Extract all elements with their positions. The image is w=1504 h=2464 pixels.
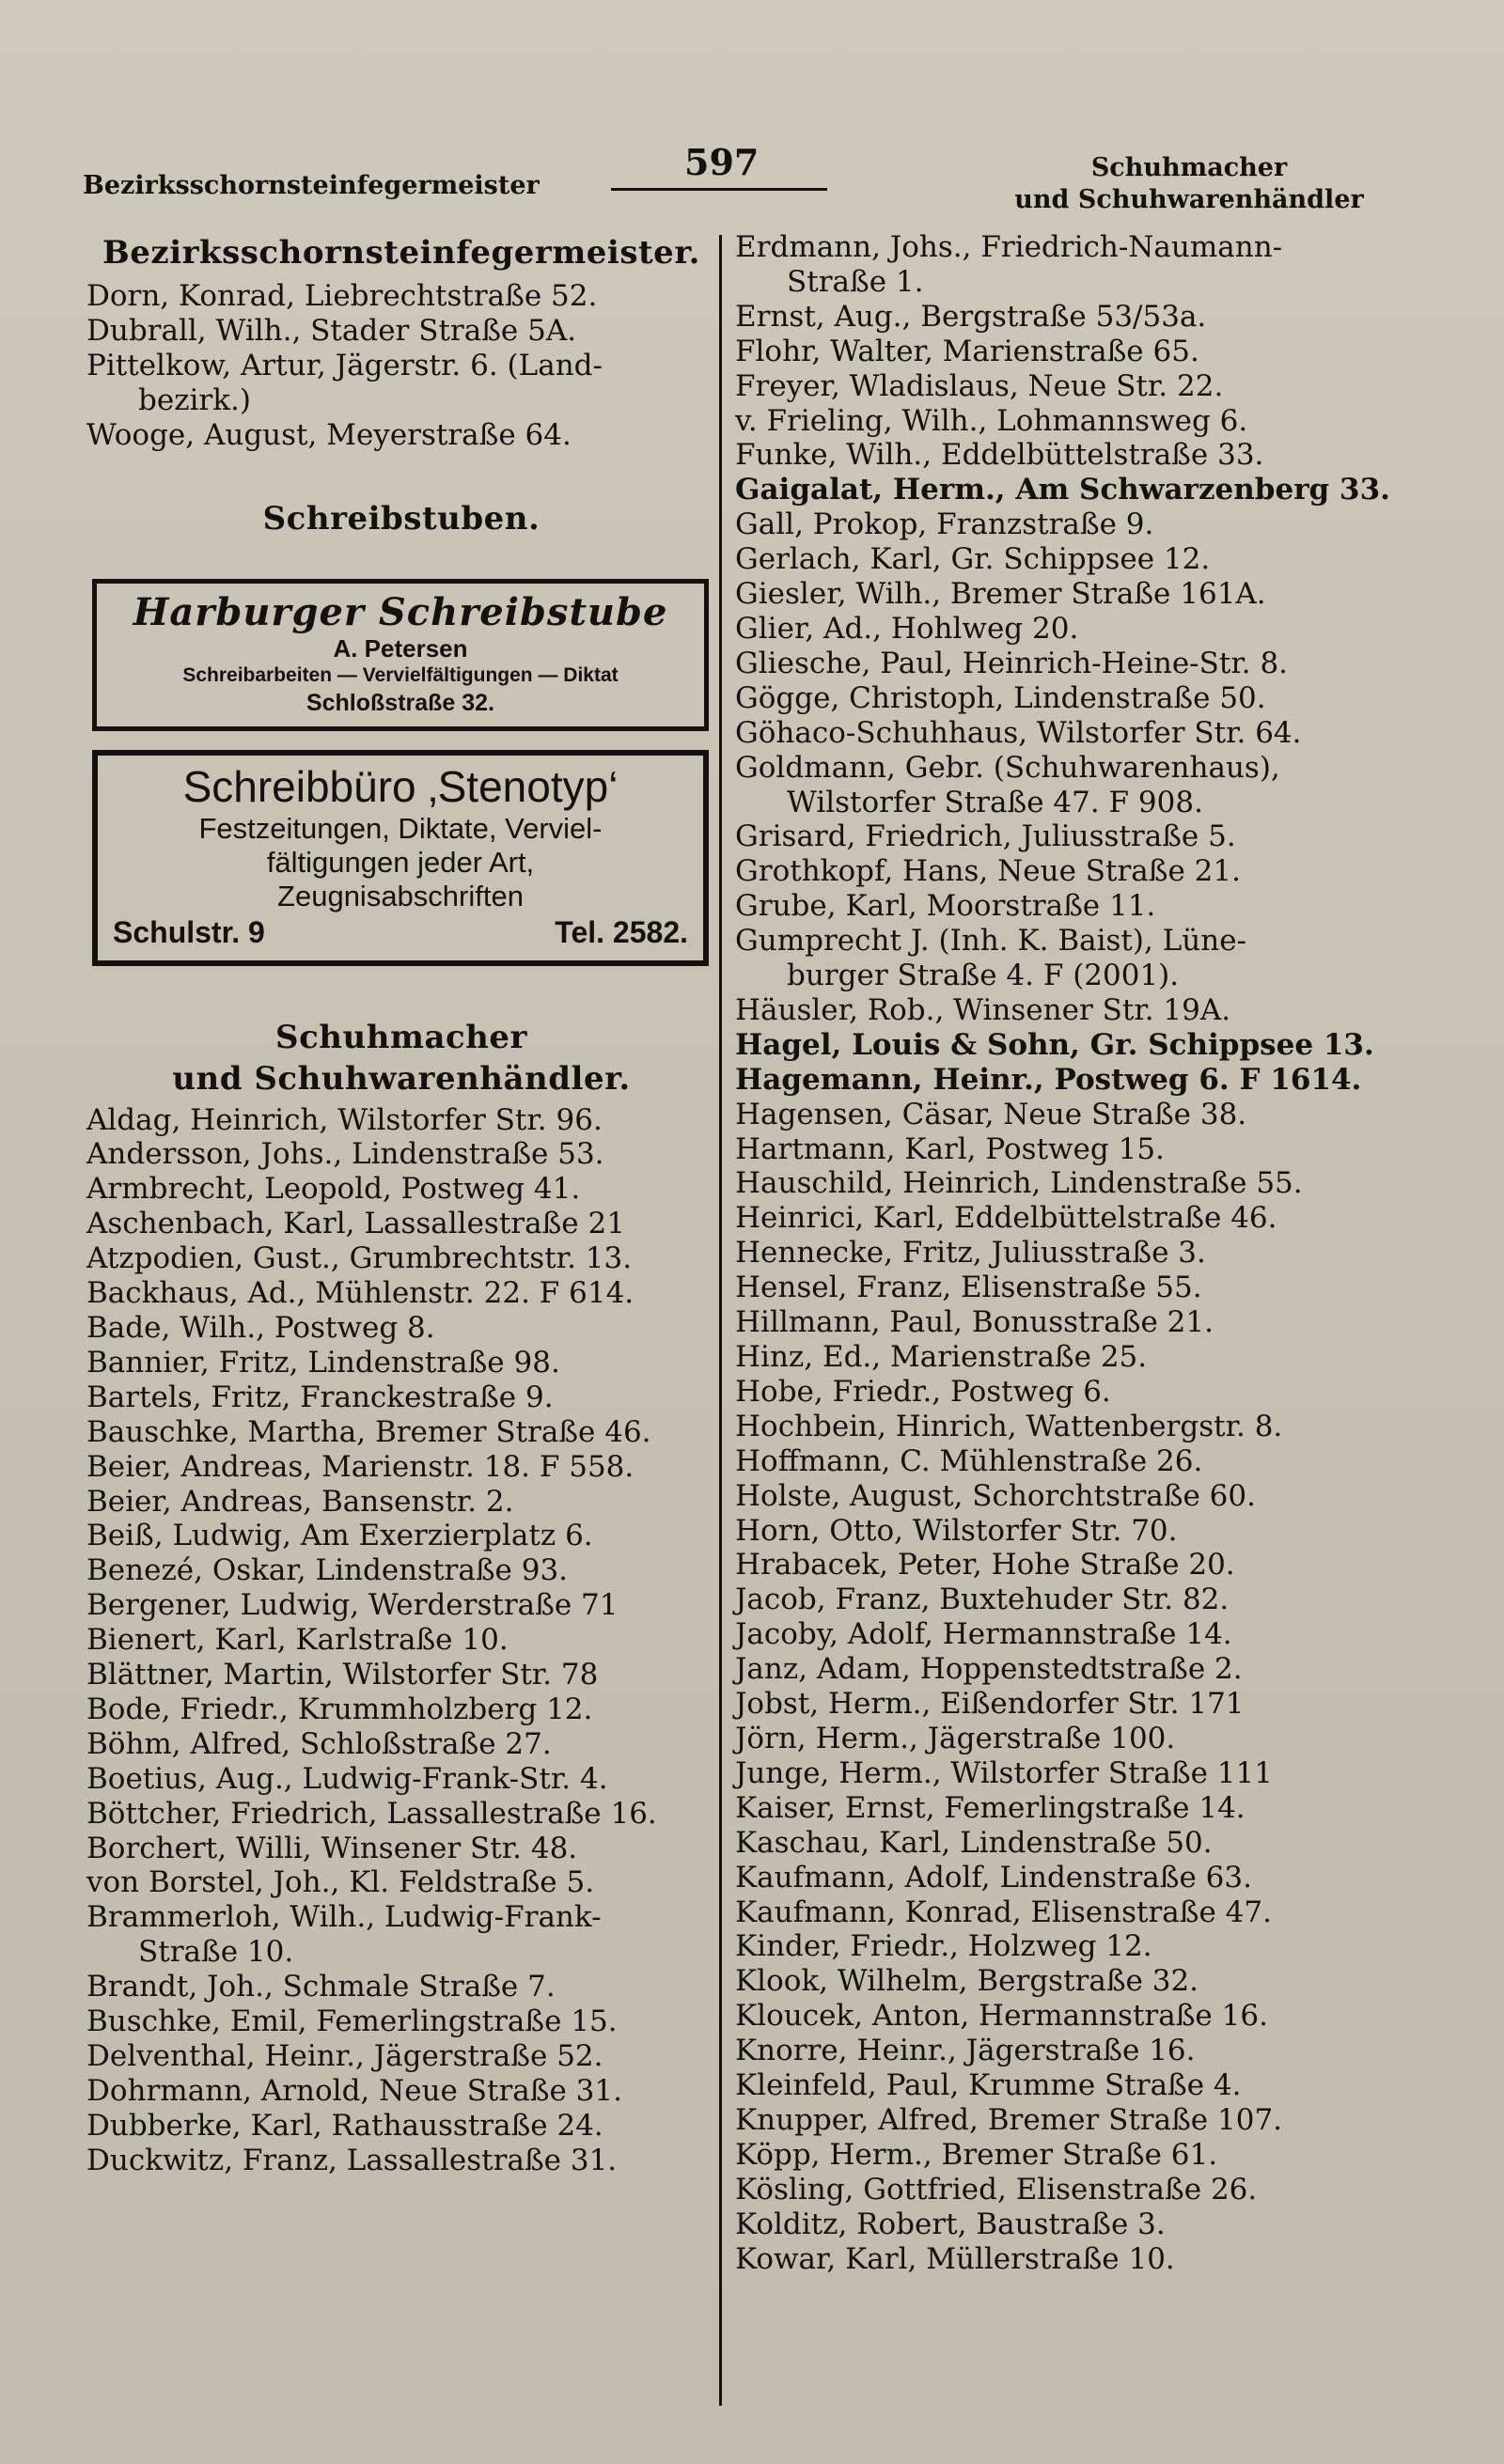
list-item: v. Frieling, Wilh., Lohmannsweg 6. <box>735 403 1248 438</box>
list-item: Hrabacek, Peter, Hohe Straße 20. <box>735 1548 1235 1583</box>
list-item: Kowar, Karl, Müllerstraße 10. <box>735 2241 1175 2276</box>
list-item: Benezé, Oskar, Lindenstraße 93. <box>86 1553 569 1588</box>
list-item: Knupper, Alfred, Bremer Straße 107. <box>735 2102 1283 2137</box>
list-item: Kaufmann, Adolf, Lindenstraße 63. <box>735 1860 1252 1895</box>
list-item: Kaufmann, Konrad, Elisenstraße 47. <box>735 1895 1272 1929</box>
list-item: Grisard, Friedrich, Juliusstraße 5. <box>735 819 1236 854</box>
list-item: Flohr, Walter, Marienstraße 65. <box>735 334 1199 368</box>
list-item: Hillmann, Paul, Bonusstraße 21. <box>735 1305 1214 1340</box>
list-item: Hoffmann, C. Mühlenstraße 26. <box>735 1443 1203 1478</box>
list-item: Kleinfeld, Paul, Krumme Straße 4. <box>735 2068 1242 2103</box>
list-item: Freyer, Wladislaus, Neue Str. 22. <box>735 368 1224 403</box>
list-item: Glier, Ad., Hohlweg 20. <box>735 611 1079 646</box>
ad-phone: Tel. 2582. <box>555 914 688 949</box>
list-item: Kaschau, Karl, Lindenstraße 50. <box>735 1825 1213 1860</box>
list-item: Dubberke, Karl, Rathausstraße 24. <box>86 2108 603 2143</box>
ad-address: Schulstr. 9 <box>113 914 265 949</box>
running-head-right-line2: und Schuhwarenhändler <box>1014 185 1364 214</box>
list-item: Blättner, Martin, Wilstorfer Str. 78 <box>86 1658 599 1692</box>
list-item: Grothkopf, Hans, Neue Straße 21. <box>735 854 1241 889</box>
list-item: Gerlach, Karl, Gr. Schippsee 12. <box>735 542 1211 577</box>
list-item: Kolditz, Robert, Baustraße 3. <box>735 2207 1166 2241</box>
list-item: Gumprecht J. (Inh. K. Baist), Lüne- <box>735 924 1247 959</box>
list-item: Jacoby, Adolf, Hermannstraße 14. <box>735 1617 1232 1652</box>
list-item: Häusler, Rob., Winsener Str. 19A. <box>735 992 1231 1027</box>
running-head-right <box>1006 152 1372 216</box>
list-item: Andersson, Johs., Lindenstraße 53. <box>86 1137 604 1172</box>
list-item: Beier, Andreas, Bansenstr. 2. <box>86 1484 514 1519</box>
list-item: Hagemann, Heinr., Postweg 6. F 1614. <box>735 1062 1362 1097</box>
list-item: von Borstel, Joh., Kl. Feldstraße 5. <box>86 1865 595 1900</box>
ad-title: Harburger Schreibstube <box>133 589 668 634</box>
list-item: Göhaco-Schuhhaus, Wilstorfer Str. 64. <box>735 715 1302 750</box>
list-item: Hochbein, Hinrich, Wattenbergstr. 8. <box>735 1409 1283 1443</box>
advertisement-harburger-schreibstube <box>92 579 709 731</box>
ad-proprietor: A. Petersen <box>333 633 468 663</box>
list-item: Duckwitz, Franz, Lassallestraße 31. <box>86 2143 618 2177</box>
section-heading-line: und Schuhwarenhändler. <box>172 1059 631 1098</box>
list-item: Aschenbach, Karl, Lassallestraße 21 <box>86 1207 625 1241</box>
list-item: Hobe, Friedr., Postweg 6. <box>735 1374 1111 1409</box>
list-item: Hensel, Franz, Elisenstraße 55. <box>735 1271 1202 1305</box>
list-item: Bode, Friedr., Krummholzberg 12. <box>86 1692 593 1726</box>
page-number: 597 <box>684 141 760 183</box>
list-item: Bergener, Ludwig, Werderstraße 71 <box>86 1588 619 1623</box>
list-item: Erdmann, Johs., Friedrich-Naumann- <box>735 230 1283 264</box>
ad-services: Schreibarbeiten — Vervielfältigungen — Diktat <box>182 663 619 686</box>
list-item: Hauschild, Heinrich, Lindenstraße 55. <box>735 1166 1303 1201</box>
list-item: Kloucek, Anton, Hermannstraße 16. <box>735 1999 1268 2034</box>
list-item: Hagensen, Cäsar, Neue Straße 38. <box>735 1097 1247 1131</box>
shoemaker-list-right <box>735 230 1412 2276</box>
list-item: Bartels, Fritz, Franckestraße 9. <box>86 1380 554 1414</box>
ad-contact <box>109 913 692 951</box>
list-item: Funke, Wilh., Eddelbüttelstraße 33. <box>735 438 1264 473</box>
list-item: Boetius, Aug., Ludwig-Frank-Str. 4. <box>86 1761 608 1796</box>
list-item: Pittelkow, Artur, Jägerstr. 6. (Land- <box>86 348 603 382</box>
list-item: Hinz, Ed., Marienstraße 25. <box>735 1340 1148 1374</box>
list-item: Janz, Adam, Hoppenstedtstraße 2. <box>735 1652 1243 1687</box>
chimney-sweep-list <box>86 279 716 453</box>
running-head-left: Bezirksschornsteinfegermeister <box>83 171 540 200</box>
list-item: Backhaus, Ad., Mühlenstr. 22. F 614. <box>86 1276 634 1311</box>
list-item: Brammerloh, Wilh., Ludwig-Frank- <box>86 1900 602 1935</box>
list-item: Köpp, Herm., Bremer Straße 61. <box>735 2137 1218 2172</box>
list-item: Delventhal, Heinr., Jägerstraße 52. <box>86 2039 603 2073</box>
list-item: Heinrici, Karl, Eddelbüttelstraße 46. <box>735 1201 1277 1236</box>
list-item: Wooge, August, Meyerstraße 64. <box>86 417 572 452</box>
list-item: Goldmann, Gebr. (Schuhwarenhaus), <box>735 750 1280 785</box>
list-item: Kösling, Gottfried, Elisenstraße 26. <box>735 2172 1258 2207</box>
list-item: Knorre, Heinr., Jägerstraße 16. <box>735 2034 1196 2068</box>
list-item: Gall, Prokop, Franzstraße 9. <box>735 507 1154 542</box>
list-item: Dohrmann, Arnold, Neue Straße 31. <box>86 2073 622 2108</box>
list-item: Bauschke, Martha, Bremer Straße 46. <box>86 1414 651 1449</box>
list-item: Jobst, Herm., Eißendorfer Str. 171 <box>735 1687 1245 1722</box>
list-item: Bienert, Karl, Karlstraße 10. <box>86 1623 509 1658</box>
ad-title: Schreibbüro ‚Stenotyp‘ <box>182 761 619 811</box>
list-item: Bade, Wilh., Postweg 8. <box>86 1310 435 1345</box>
section-heading-shoemakers <box>86 1017 716 1099</box>
list-item: Beier, Andreas, Marienstr. 18. F 558. <box>86 1449 634 1484</box>
advertisement-stenotyp <box>92 750 709 966</box>
ad-address: Schloßstraße 32. <box>306 689 495 716</box>
list-item: Holste, August, Schorchtstraße 60. <box>735 1478 1256 1513</box>
list-item: Atzpodien, Gust., Grumbrechtstr. 13. <box>86 1241 633 1276</box>
list-item: Jörn, Herm., Jägerstraße 100. <box>735 1721 1176 1755</box>
list-item: Jacob, Franz, Buxtehuder Str. 82. <box>735 1583 1230 1617</box>
list-item: Brandt, Joh., Schmale Straße 7. <box>86 1970 556 2004</box>
ad-text-line: Festzeitungen, Diktate, Verviel- <box>198 811 603 845</box>
list-item: Gögge, Christoph, Lindenstraße 50. <box>735 680 1266 715</box>
section-heading-typing-offices: Schreibstuben. <box>262 499 540 538</box>
list-item-continuation: Straße 1. <box>787 264 924 299</box>
left-column <box>86 230 716 2178</box>
running-head-right-line1: Schuhmacher <box>1090 153 1288 182</box>
list-item: Hennecke, Fritz, Juliusstraße 3. <box>735 1236 1206 1271</box>
list-item: Dubrall, Wilh., Stader Straße 5A. <box>86 313 577 348</box>
list-item-continuation: burger Straße 4. F (2001). <box>787 959 1180 993</box>
list-item-continuation: Straße 10. <box>138 1935 294 1970</box>
list-item: Beiß, Ludwig, Am Exerzierplatz 6. <box>86 1519 593 1553</box>
list-item: Böhm, Alfred, Schloßstraße 27. <box>86 1726 552 1761</box>
list-item: Giesler, Wilh., Bremer Straße 161A. <box>735 577 1266 612</box>
list-item: Kinder, Friedr., Holzweg 12. <box>735 1929 1152 1964</box>
list-item: Horn, Otto, Wilstorfer Str. 70. <box>735 1513 1178 1548</box>
list-item: Grube, Karl, Moorstraße 11. <box>735 889 1156 924</box>
right-column <box>735 230 1412 2276</box>
page-number-rule <box>611 188 827 191</box>
ad-text-line: Zeugnisabschriften <box>277 879 524 912</box>
list-item: Armbrecht, Leopold, Postweg 41. <box>86 1172 581 1207</box>
column-divider <box>719 235 722 2406</box>
list-item: Böttcher, Friedrich, Lassallestraße 16. <box>86 1796 657 1831</box>
section-heading-chimney-sweeps: Bezirksschornsteinfegermeister. <box>102 234 700 272</box>
list-item: Buschke, Emil, Femerlingstraße 15. <box>86 2004 618 2039</box>
list-item: Hartmann, Karl, Postweg 15. <box>735 1131 1165 1166</box>
section-heading-line: Schuhmacher <box>275 1018 527 1056</box>
list-item: Borchert, Willi, Winsener Str. 48. <box>86 1831 578 1865</box>
list-item: Bannier, Fritz, Lindenstraße 98. <box>86 1345 560 1380</box>
list-item: Klook, Wilhelm, Bergstraße 32. <box>735 1964 1199 1999</box>
list-item: Kaiser, Ernst, Femerlingstraße 14. <box>735 1790 1246 1825</box>
list-item: Ernst, Aug., Bergstraße 53/53a. <box>735 299 1207 334</box>
list-item-continuation: bezirk.) <box>138 382 251 417</box>
list-item: Junge, Herm., Wilstorfer Straße 111 <box>735 1755 1273 1790</box>
list-item: Gliesche, Paul, Heinrich-Heine-Str. 8. <box>735 646 1289 680</box>
list-item-continuation: Wilstorfer Straße 47. F 908. <box>787 785 1203 819</box>
list-item: Dorn, Konrad, Liebrechtstraße 52. <box>86 279 598 313</box>
shoemaker-list-left <box>86 1103 716 2178</box>
running-head <box>0 141 1504 216</box>
list-item: Gaigalat, Herm., Am Schwarzenberg 33. <box>735 473 1390 507</box>
ad-text-line: fältigungen jeder Art, <box>266 845 535 879</box>
list-item: Hagel, Louis & Sohn, Gr. Schippsee 13. <box>735 1027 1374 1062</box>
list-item: Aldag, Heinrich, Wilstorfer Str. 96. <box>86 1102 603 1137</box>
